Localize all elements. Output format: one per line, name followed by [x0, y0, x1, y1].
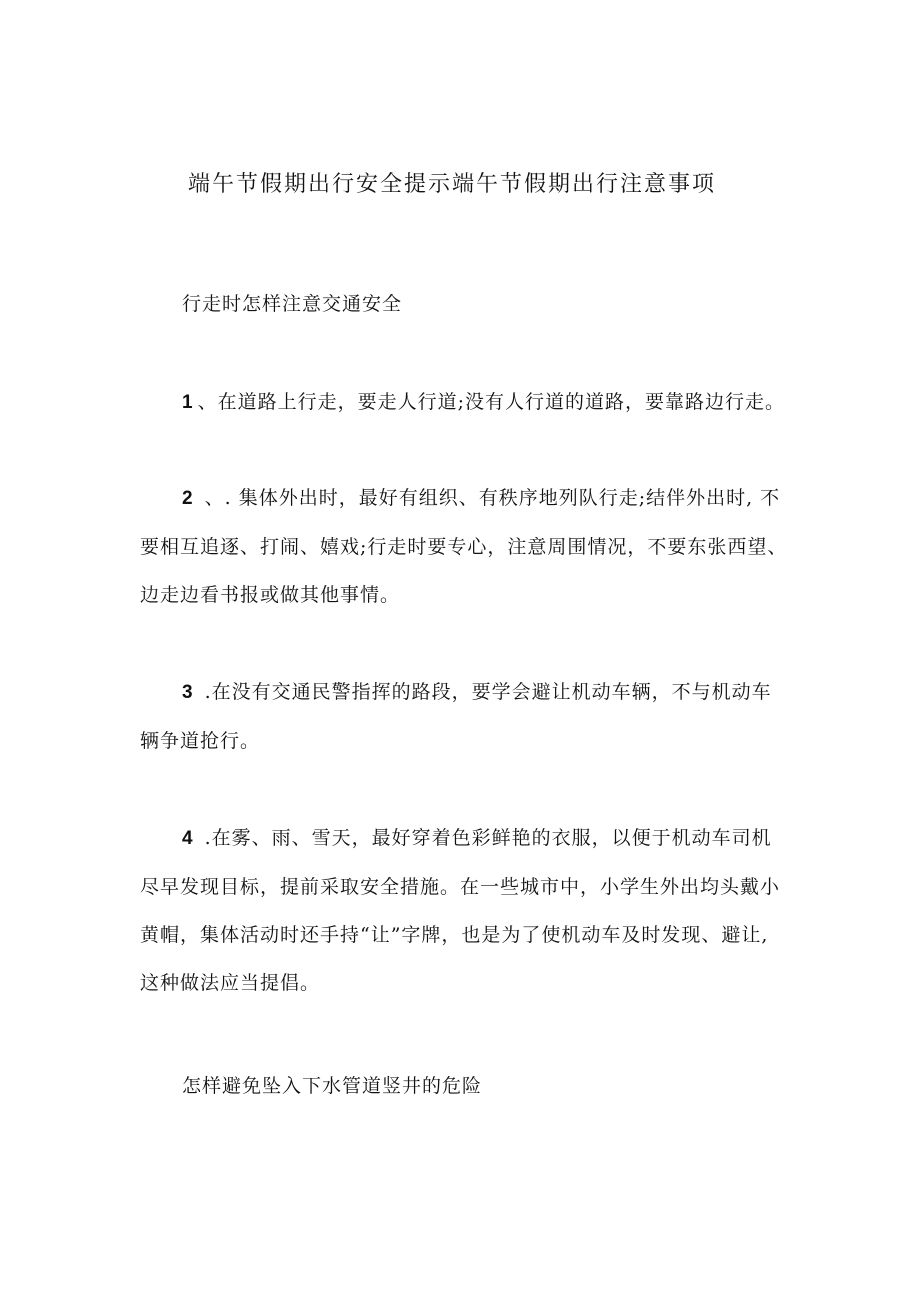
list-item-3 — [140, 668, 800, 765]
list-item-4-number: 4 — [182, 828, 194, 849]
list-item-4-line-3: 黄帽，集体活动时还手持“让”字牌，也是为了使机动车及时发现、避让, — [140, 924, 769, 946]
document-title: 端午节假期出行安全提示端午节假期出行注意事项 — [188, 172, 717, 197]
list-item-2-line-3: 边走边看书报或做其他事情。 — [140, 584, 401, 606]
list-item-3-text-1: .在没有交通民警指挥的路段，要学会避让机动车辆，不与机动车 — [197, 681, 772, 703]
section-heading-manhole-safety: 怎样避免坠入下水管道竖井的危险 — [182, 1075, 483, 1097]
section-heading-walking-safety: 行走时怎样注意交通安全 — [182, 293, 403, 315]
list-item-2-line-2: 要相互追逐、打闹、嬉戏;行走时要专心，注意周围情况，不要东张西望、 — [140, 536, 788, 558]
list-item-4 — [140, 814, 800, 1007]
list-item-1-line-1 — [140, 378, 800, 427]
list-item-2-text-1: 、. 集体外出时，最好有组织、有秩序地列队行走;结伴外出时, 不 — [197, 487, 781, 509]
list-item-3-line-1 — [140, 668, 800, 717]
list-item-2-number: 2 — [182, 488, 194, 509]
list-item-4-line-4: 这种做法应当提倡。 — [140, 972, 321, 994]
list-item-1-text: 、在道路上行走，要走人行道;没有人行道的道路，要靠路边行走。 — [197, 391, 785, 413]
list-item-4-text-1: .在雾、雨、雪天，最好穿着色彩鲜艳的衣服，以便于机动车司机 — [197, 827, 772, 849]
list-item-2 — [140, 474, 800, 619]
list-item-1 — [140, 378, 800, 427]
list-item-3-line-2: 辆争道抢行。 — [140, 730, 261, 752]
list-item-4-line-2: 尽早发现目标，提前采取安全措施。在一些城市中，小学生外出均头戴小 — [140, 876, 781, 898]
list-item-3-number: 3 — [182, 682, 194, 703]
list-item-4-line-1 — [140, 814, 800, 863]
list-item-2-line-1 — [140, 474, 800, 523]
list-item-1-number: 1 — [182, 392, 194, 413]
